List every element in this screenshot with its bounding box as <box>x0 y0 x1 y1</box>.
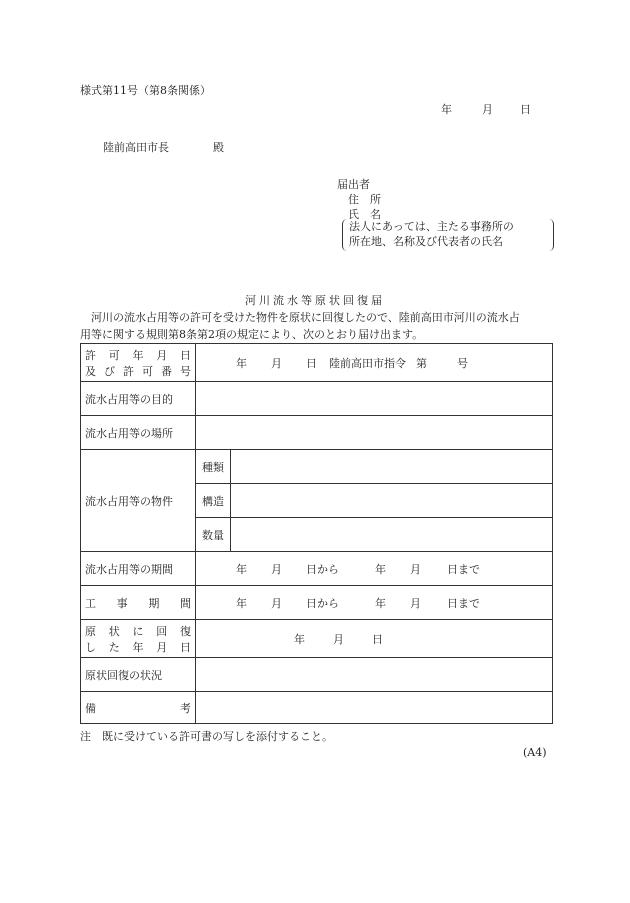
restoration-status-row <box>81 658 553 692</box>
permit-label-line2: 及 び 許 可 番 号 <box>85 364 191 378</box>
period-label: 流水占用等の期間 <box>81 552 196 586</box>
object-structure-value[interactable] <box>231 484 553 518</box>
location-row <box>81 416 553 450</box>
corporate-note-line1: 法人にあっては、主たる事務所の <box>349 220 514 233</box>
intro-line2: 用等に関する規則第8条第2項の規定により、次のとおり届け出ます。 <box>80 328 424 341</box>
remarks-label: 備 考 <box>81 692 196 724</box>
permit-label-line1: 許 可 年 月 日 <box>85 348 191 362</box>
intro-text <box>80 309 554 343</box>
date-day: 日 <box>520 103 531 116</box>
object-quantity-label: 数量 <box>196 518 231 552</box>
document-title: 河川流水等原状回復届 <box>245 294 385 307</box>
honorific: 殿 <box>213 141 224 154</box>
remarks-value[interactable] <box>196 692 553 724</box>
permit-value[interactable]: 年 月 日 陸前高田市指令 第 号 <box>196 344 553 382</box>
permit-row <box>81 344 553 382</box>
permit-designation: 陸前高田市指令 <box>329 356 406 370</box>
object-type-value[interactable] <box>231 450 553 484</box>
name-label: 氏 名 <box>348 208 381 221</box>
footnote: 注 既に受けている許可書の写しを添付すること。 <box>80 730 333 743</box>
paper-size: (A4) <box>523 746 547 759</box>
object-structure-label: 構造 <box>196 484 231 518</box>
address-label: 住 所 <box>348 193 381 206</box>
location-value[interactable] <box>196 416 553 450</box>
intro-line1: 河川の流水占用等の許可を受けた物件を原状に回復したので、陸前高田市河川の流水占 <box>80 311 520 324</box>
form-table <box>80 343 553 724</box>
restored-date-value[interactable]: 年 月 日 <box>196 620 553 658</box>
restoration-status-value[interactable] <box>196 658 553 692</box>
date-year: 年 <box>441 103 452 116</box>
object-type-label: 種類 <box>196 450 231 484</box>
purpose-row <box>81 382 553 416</box>
remarks-row <box>81 692 553 724</box>
permit-label <box>81 344 196 382</box>
recipient <box>103 139 224 155</box>
recipient-name: 陸前高田市長 <box>103 141 169 154</box>
restoration-status-label: 原状回復の状況 <box>81 658 196 692</box>
location-label: 流水占用等の場所 <box>81 416 196 450</box>
submission-date <box>441 101 531 117</box>
purpose-label: 流水占用等の目的 <box>81 382 196 416</box>
period-row <box>81 552 553 586</box>
restored-date-label: 原 状 に 回 復 し た 年 月 日 <box>81 620 196 658</box>
object-type-row <box>81 450 553 484</box>
restored-date-row <box>81 620 553 658</box>
corporate-note-line2: 所在地、名称及び代表者の氏名 <box>349 235 503 248</box>
period-value[interactable]: 年 月 日から 年 月 日まで <box>196 552 553 586</box>
purpose-value[interactable] <box>196 382 553 416</box>
construction-value[interactable]: 年 月 日から 年 月 日まで <box>196 586 553 620</box>
applicant-label: 届出者 <box>337 178 370 191</box>
corporate-note <box>342 219 554 251</box>
construction-row <box>81 586 553 620</box>
object-quantity-value[interactable] <box>231 518 553 552</box>
object-label: 流水占用等の物件 <box>81 450 196 552</box>
form-number: 様式第11号（第8条関係） <box>80 84 211 97</box>
date-month: 月 <box>482 103 493 116</box>
construction-label: 工 事 期 間 <box>81 586 196 620</box>
